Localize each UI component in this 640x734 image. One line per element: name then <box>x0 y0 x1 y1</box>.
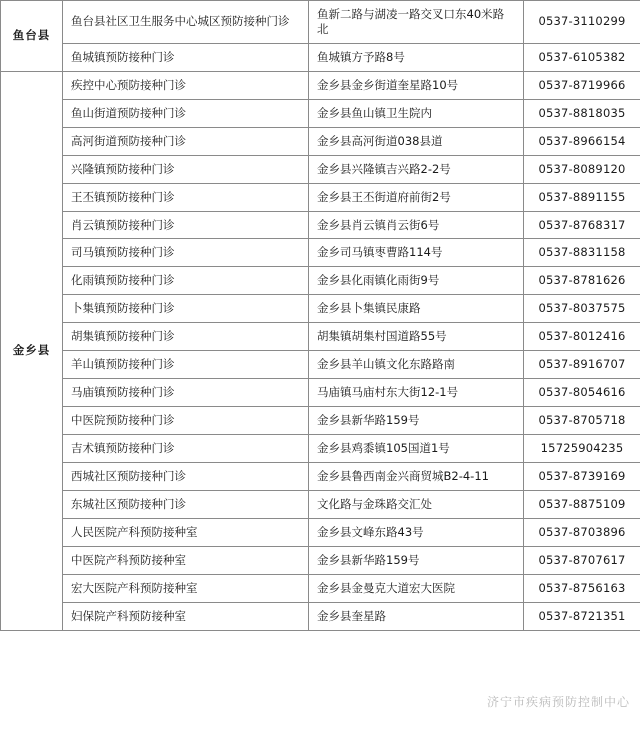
clinic-phone-cell: 0537-8703896 <box>524 518 640 546</box>
clinic-name-cell: 司马镇预防接种门诊 <box>63 239 309 267</box>
clinic-name-cell: 兴隆镇预防接种门诊 <box>63 155 309 183</box>
clinic-phone-cell: 0537-8966154 <box>524 127 640 155</box>
clinic-phone-cell: 0537-8089120 <box>524 155 640 183</box>
clinic-name-cell: 疾控中心预防接种门诊 <box>63 71 309 99</box>
clinic-phone-cell: 0537-8891155 <box>524 183 640 211</box>
table-row <box>1 155 640 183</box>
table-row <box>1 323 640 351</box>
table-row <box>1 518 640 546</box>
clinic-phone-cell: 0537-8707617 <box>524 546 640 574</box>
table-row <box>1 574 640 602</box>
clinic-address-cell: 金乡县鸡黍镇105国道1号 <box>309 435 524 463</box>
table-row <box>1 211 640 239</box>
clinic-address-cell: 金乡县新华路159号 <box>309 407 524 435</box>
table-row <box>1 490 640 518</box>
clinic-name-cell: 西城社区预防接种门诊 <box>63 462 309 490</box>
clinic-phone-cell: 0537-8721351 <box>524 602 640 630</box>
clinic-name-cell: 中医院预防接种门诊 <box>63 407 309 435</box>
clinic-address-cell: 金乡县文峰东路43号 <box>309 518 524 546</box>
clinic-name-cell: 高河街道预防接种门诊 <box>63 127 309 155</box>
clinic-address-cell: 金乡县王丕街道府前街2号 <box>309 183 524 211</box>
clinic-phone-cell: 0537-8781626 <box>524 267 640 295</box>
clinic-address-cell: 金乡县化雨镇化雨街9号 <box>309 267 524 295</box>
county-name-cell: 金乡县 <box>1 71 63 630</box>
table-row <box>1 71 640 99</box>
table-body <box>1 1 640 631</box>
clinic-name-cell: 王丕镇预防接种门诊 <box>63 183 309 211</box>
clinic-name-cell: 胡集镇预防接种门诊 <box>63 323 309 351</box>
clinic-address-cell: 金乡司马镇枣曹路114号 <box>309 239 524 267</box>
table-row <box>1 295 640 323</box>
table-row <box>1 1 640 44</box>
table-row <box>1 267 640 295</box>
clinic-phone-cell: 0537-8739169 <box>524 462 640 490</box>
clinic-phone-cell: 0537-8012416 <box>524 323 640 351</box>
table-row <box>1 546 640 574</box>
clinic-phone-cell: 0537-8768317 <box>524 211 640 239</box>
clinic-phone-cell: 0537-8705718 <box>524 407 640 435</box>
clinic-address-cell: 文化路与金珠路交汇处 <box>309 490 524 518</box>
clinic-address-cell: 金乡县新华路159号 <box>309 546 524 574</box>
clinic-address-cell: 鱼城镇方予路8号 <box>309 43 524 71</box>
clinic-phone-cell: 0537-8037575 <box>524 295 640 323</box>
clinic-name-cell: 卜集镇预防接种门诊 <box>63 295 309 323</box>
clinic-phone-cell: 0537-8756163 <box>524 574 640 602</box>
clinic-name-cell: 宏大医院产科预防接种室 <box>63 574 309 602</box>
table-row <box>1 462 640 490</box>
clinic-phone-cell: 0537-8916707 <box>524 351 640 379</box>
clinic-name-cell: 中医院产科预防接种室 <box>63 546 309 574</box>
clinic-address-cell: 金乡县卜集镇民康路 <box>309 295 524 323</box>
table-row <box>1 602 640 630</box>
table-row <box>1 43 640 71</box>
clinic-name-cell: 肖云镇预防接种门诊 <box>63 211 309 239</box>
clinic-phone-cell: 0537-8818035 <box>524 99 640 127</box>
clinic-address-cell: 金乡县奎星路 <box>309 602 524 630</box>
clinic-name-cell: 鱼山街道预防接种门诊 <box>63 99 309 127</box>
clinic-address-cell: 金乡县兴隆镇吉兴路2-2号 <box>309 155 524 183</box>
clinic-address-cell: 金乡县鱼山镇卫生院内 <box>309 99 524 127</box>
clinic-name-cell: 马庙镇预防接种门诊 <box>63 379 309 407</box>
clinic-name-cell: 鱼城镇预防接种门诊 <box>63 43 309 71</box>
clinic-address-cell: 金乡县肖云镇肖云街6号 <box>309 211 524 239</box>
clinic-address-cell: 鱼新二路与湖凌一路交叉口东40米路北 <box>309 1 524 44</box>
clinic-phone-cell: 0537-6105382 <box>524 43 640 71</box>
clinic-name-cell: 羊山镇预防接种门诊 <box>63 351 309 379</box>
clinic-address-cell: 金乡县金乡街道奎星路10号 <box>309 71 524 99</box>
clinic-name-cell: 人民医院产科预防接种室 <box>63 518 309 546</box>
table-row <box>1 407 640 435</box>
clinic-name-cell: 妇保院产科预防接种室 <box>63 602 309 630</box>
clinic-phone-cell: 15725904235 <box>524 435 640 463</box>
clinic-address-cell: 金乡县金曼克大道宏大医院 <box>309 574 524 602</box>
clinic-address-cell: 马庙镇马庙村东大街12-1号 <box>309 379 524 407</box>
clinic-phone-cell: 0537-8831158 <box>524 239 640 267</box>
clinic-address-cell: 金乡县羊山镇文化东路路南 <box>309 351 524 379</box>
clinic-name-cell: 东城社区预防接种门诊 <box>63 490 309 518</box>
clinic-phone-cell: 0537-8719966 <box>524 71 640 99</box>
clinic-phone-cell: 0537-8875109 <box>524 490 640 518</box>
table-row <box>1 99 640 127</box>
clinic-address-cell: 胡集镇胡集村国道路55号 <box>309 323 524 351</box>
clinic-phone-cell: 0537-3110299 <box>524 1 640 44</box>
clinic-name-cell: 化雨镇预防接种门诊 <box>63 267 309 295</box>
table-row <box>1 379 640 407</box>
county-name-cell: 鱼台县 <box>1 1 63 72</box>
watermark-text: 济宁市疾病预防控制中心 <box>486 695 630 709</box>
table-row <box>1 183 640 211</box>
table-row <box>1 435 640 463</box>
table-row <box>1 239 640 267</box>
clinic-name-cell: 吉术镇预防接种门诊 <box>63 435 309 463</box>
table-row <box>1 127 640 155</box>
clinic-phone-cell: 0537-8054616 <box>524 379 640 407</box>
clinic-name-cell: 鱼台县社区卫生服务中心城区预防接种门诊 <box>63 1 309 44</box>
clinic-address-cell: 金乡县高河街道038县道 <box>309 127 524 155</box>
clinic-address-cell: 金乡县鲁西南金兴商贸城B2-4-11 <box>309 462 524 490</box>
table-row <box>1 351 640 379</box>
